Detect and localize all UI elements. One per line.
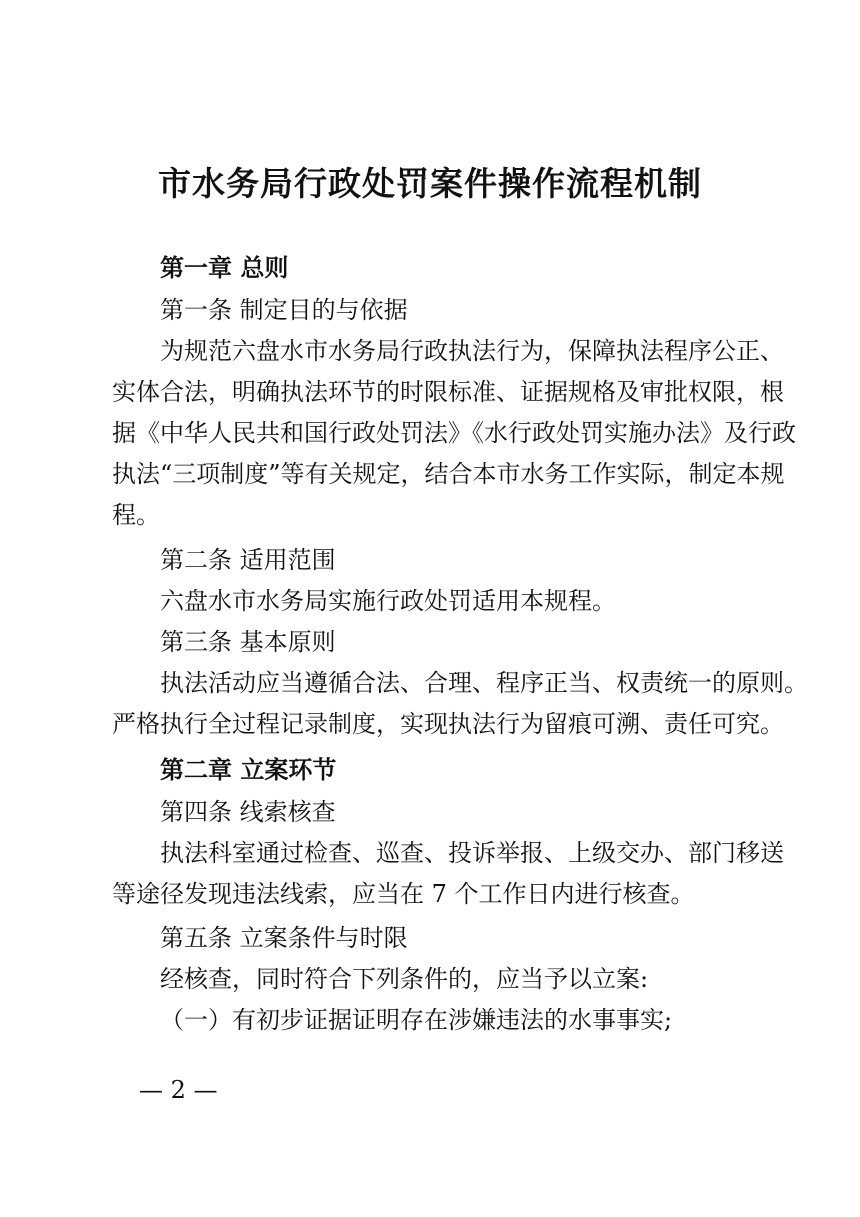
article-4-section	[112, 792, 784, 915]
paragraph-line: 经核查，同时符合下列条件的，应当予以立案:	[160, 965, 649, 993]
paragraph-line: 执法科室通过检查、巡查、投诉举报、上级交办、部门移送	[160, 839, 784, 867]
paragraph-line: 程。	[112, 501, 160, 529]
chapter-heading: 第二章 立案环节	[160, 756, 337, 784]
document-title: 市水务局行政处罚案件操作流程机制	[158, 164, 702, 203]
paragraph-line: 为规范六盘水市水务局行政执法行为，保障执法程序公正、	[160, 337, 784, 365]
page-number: — 2 —	[139, 1076, 218, 1104]
paragraph-line: 执法“三项制度”等有关规定，结合本市水务工作实际，制定本规	[112, 460, 785, 488]
paragraph-line: 据《中华人民共和国行政处罚法》《水行政处罚实施办法》及行政	[112, 419, 796, 447]
article-heading: 第四条 线索核查	[160, 798, 336, 826]
article-2-section	[112, 540, 760, 622]
chapter-1-section	[112, 248, 760, 289]
article-heading: 第二条 适用范围	[160, 546, 336, 574]
article-heading: 第五条 立案条件与时限	[160, 924, 408, 952]
chapter-heading: 第一章 总则	[160, 254, 289, 282]
article-heading: 第一条 制定目的与依据	[160, 296, 408, 324]
list-item: （一）有初步证据证明存在涉嫌违法的水事事实;	[160, 1006, 673, 1034]
article-3-section	[112, 622, 808, 745]
article-1-section	[112, 290, 796, 536]
paragraph-line: 执法活动应当遵循合法、合理、程序正当、权责统一的原则。	[160, 669, 808, 697]
paragraph-line: 六盘水市水务局实施行政处罚适用本规程。	[160, 587, 616, 615]
article-heading: 第三条 基本原则	[160, 628, 336, 656]
paragraph-line: 严格执行全过程记录制度，实现执法行为留痕可溯、责任可究。	[112, 710, 784, 738]
article-5-section	[112, 918, 760, 1041]
paragraph-line: 实体合法，明确执法环节的时限标准、证据规格及审批权限，根	[112, 378, 784, 406]
paragraph-line: 等途径发现违法线索，应当在 7 个工作日内进行核查。	[112, 880, 695, 908]
chapter-2-section	[112, 750, 760, 791]
